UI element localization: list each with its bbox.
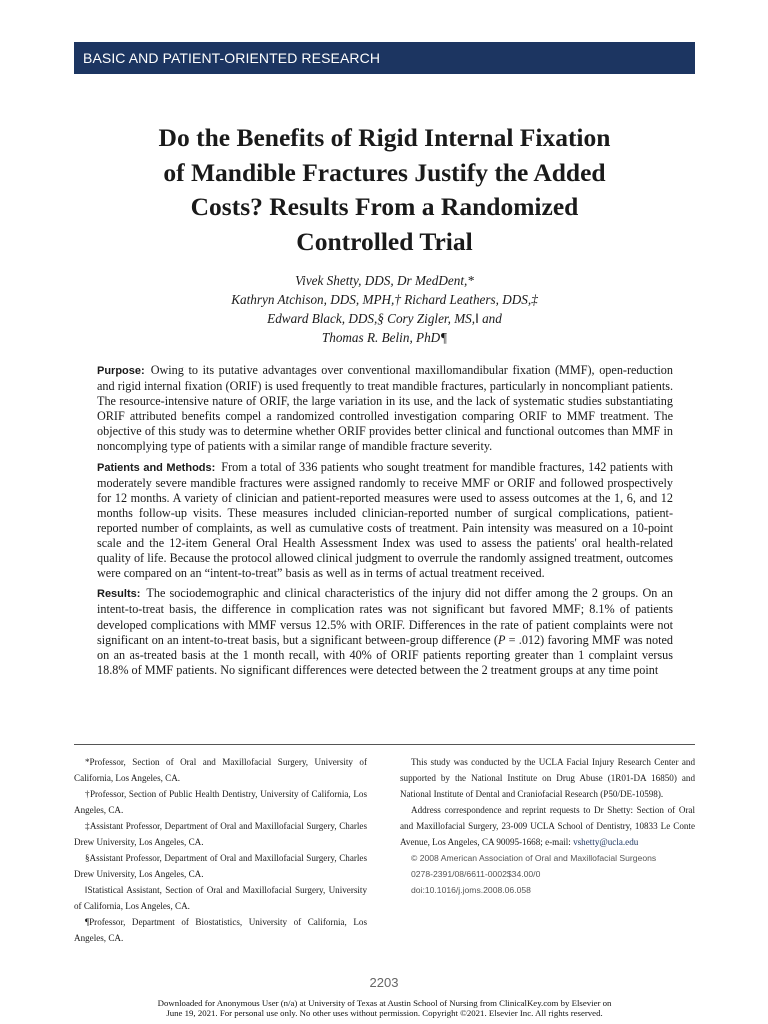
methods-label: Patients and Methods:	[97, 461, 216, 474]
purpose-text: Owing to its putative advantages over conventional maxillomandibular fixation (MMF), open-reduction and rigid internal fixation (ORIF) is used frequently to treat mandible fractures, particularly in noncompliant patients. The resource-intensive nature of ORIF, the large variation in its use, and the lack of systematic studies substantiating ORIF attributed benefits compel a randomized controlled investigation comparing ORIF to MMF treatment. The objective of this study was to determine whether ORIF provides better clinical and functional outcomes than MMF in noncomplying type of patients with a similar range of mandible fracture severity.	[97, 363, 673, 454]
results-text: = .012) favoring MMF was noted on an as-treated basis at the 1 month recall, with 40% of ORIF patients reporting greater than 1 complaint versus 18.8% of MMF patients. No significant differences were detected between the 2 treatment groups at any time point	[97, 632, 673, 677]
title-line: Do the Benefits of Rigid Internal Fixation	[158, 123, 611, 152]
doi-line: doi:10.1016/j.joms.2008.06.058	[411, 885, 531, 895]
results-label: Results:	[97, 588, 141, 601]
abstract-results	[97, 586, 673, 678]
footnote-divider	[74, 744, 695, 745]
download-notice-line: Downloaded for Anonymous User (n/a) at University of Texas at Austin School of Nursing from ClinicalKey.com by Elsevier on	[157, 998, 612, 1008]
correspondence-note	[400, 802, 695, 850]
abstract	[97, 363, 673, 683]
abstract-methods	[97, 460, 673, 582]
author-line: Thomas R. Belin, PhD¶	[321, 330, 448, 345]
download-notice	[74, 998, 695, 1018]
issn-line: 0278-2391/08/6611-0002$34.00/0	[411, 869, 541, 879]
results-text: The sociodemographic and clinical characteristics of the injury did not differ among the 2 groups. On an intent-to-treat basis, the difference in complication rates was not significant but favored MMF; 8.1% of patients developed complications with MMF versus 12.5% with ORIF. Differences in the rate of patient complaints were not significant on an intent-to-treat basis, but a significant between-group difference (	[97, 586, 673, 647]
section-banner: BASIC AND PATIENT-ORIENTED RESEARCH	[74, 42, 695, 74]
affiliation-footnote: ‡Assistant Professor, Department of Oral and Maxillofacial Surgery, Charles Drew University, Los Angeles, CA.	[74, 821, 367, 847]
affiliation-footnote: §Assistant Professor, Department of Oral and Maxillofacial Surgery, Charles Drew University, Los Angeles, CA.	[74, 853, 367, 879]
article-notes	[400, 754, 695, 898]
methods-text: From a total of 336 patients who sought treatment for mandible fractures, 142 patients with moderately severe mandible fractures were assigned randomly to receive MMF or ORIF and followed prospectively for 12 months. A variety of clinician and patient-reported measures were used to assess outcomes at the 1, 6, and 12 months follow-up visits. These measures included clinician-reported number of surgical complications, patient-reported number of complaints, as well as cumulative costs of treatment. Pain intensity was measured on a 10-point scale and the 12-item General Oral Health Assessment Index was used to assess the patients' oral health-related quality of life. Because the protocol allowed clinical judgment to overrule the randomly assigned treatment, outcomes were compared on an “intent-to-treat” basis as well as in terms of actual treatment received.	[97, 459, 673, 581]
author-line: Vivek Shetty, DDS, Dr MedDent,*	[295, 273, 474, 288]
title-line: Costs? Results From a Randomized	[190, 192, 579, 221]
email-link[interactable]: vshetty@ucla.edu	[573, 837, 639, 847]
funding-note: This study was conducted by the UCLA Facial Injury Research Center and supported by the National Institute on Drug Abuse (1R01-DA 16850) and National Institute of Dental and Craniofacial Research (P50/DE-10598).	[400, 757, 695, 799]
author-line: Edward Black, DDS,§ Cory Zigler, MS,‖ and	[267, 311, 502, 326]
article-title	[74, 121, 695, 259]
author-line: Kathryn Atchison, DDS, MPH,† Richard Leathers, DDS,‡	[231, 292, 538, 307]
title-line: of Mandible Fractures Justify the Added	[163, 157, 606, 187]
abstract-purpose	[97, 363, 673, 455]
affiliation-footnote: ¶Professor, Department of Biostatistics, University of California, Los Angeles, CA.	[74, 917, 367, 943]
copyright-line: © 2008 American Association of Oral and Maxillofacial Surgeons	[411, 853, 657, 863]
affiliation-footnotes	[74, 754, 367, 946]
correspondence-text: Address correspondence and reprint requests to Dr Shetty: Section of Oral and Maxillofacial Surgery, 23-009 UCLA School of Dentistry, 10833 Le Conte Avenue, Los Angeles, CA 90095-1668; e-mail:	[400, 805, 695, 847]
affiliation-footnote: ‖Statistical Assistant, Section of Oral and Maxillofacial Surgery, University of California, Los Angeles, CA.	[74, 885, 367, 911]
purpose-label: Purpose:	[97, 365, 145, 377]
affiliation-footnote: †Professor, Section of Public Health Dentistry, University of California, Los Angeles, CA.	[74, 789, 367, 815]
page-number: 2203	[369, 975, 399, 990]
author-list	[74, 271, 695, 347]
title-line: Controlled Trial	[296, 226, 473, 256]
p-value-symbol: P	[497, 632, 506, 647]
affiliation-footnote: *Professor, Section of Oral and Maxillofacial Surgery, University of California, Los Angeles, CA.	[74, 757, 367, 783]
download-notice-line: June 19, 2021. For personal use only. No other uses without permission. Copyright ©2021. Elsevier Inc. All rights reserved.	[166, 1008, 603, 1018]
